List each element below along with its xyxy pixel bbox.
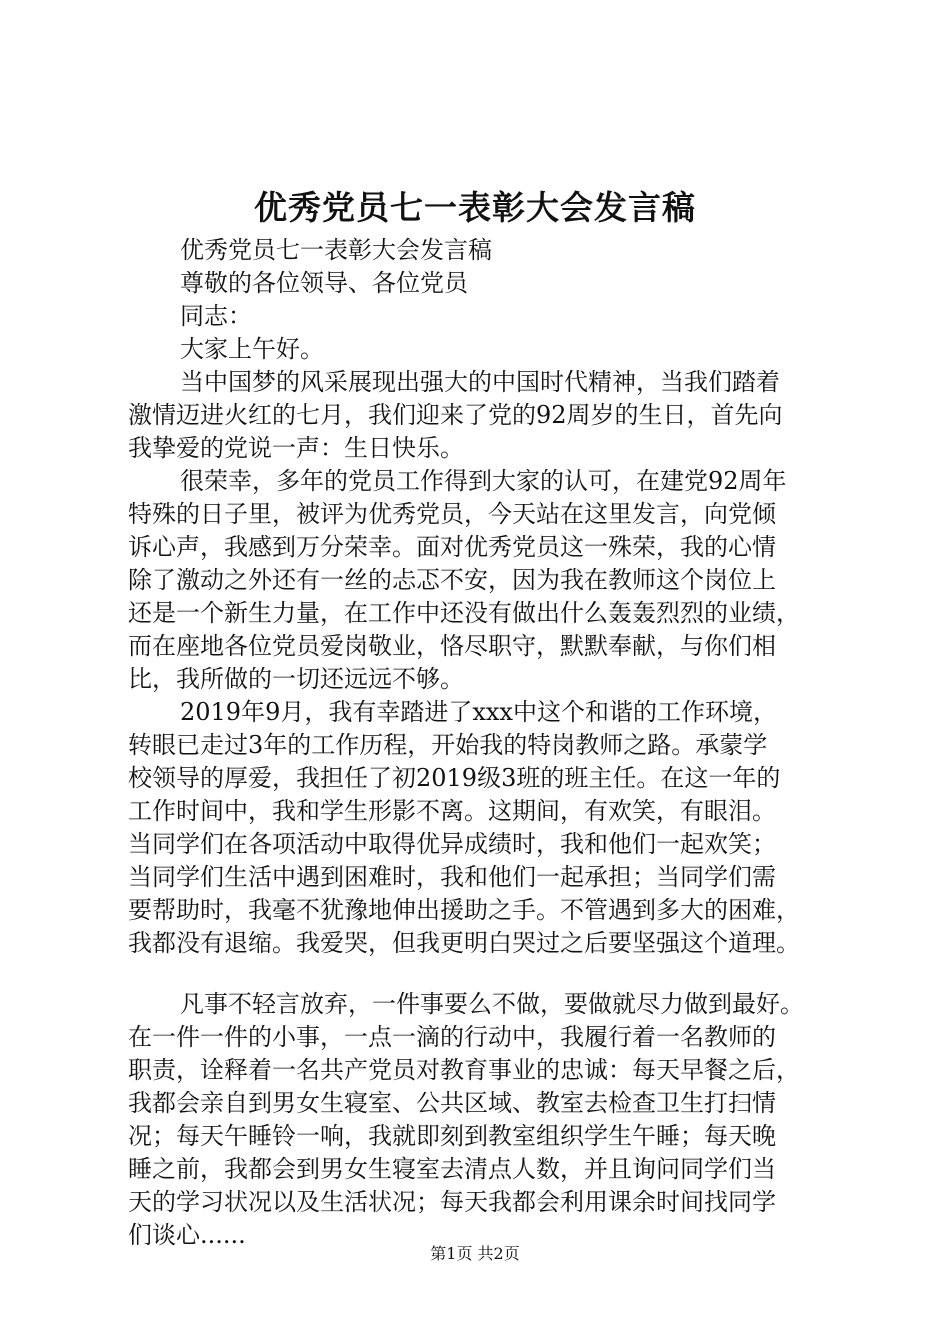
text-line: 特殊的日子里，被评为优秀党员，今天站在这里发言，向党倾 bbox=[128, 500, 776, 528]
text-line: 在一件一件的小事，一点一滴的行动中，我履行着一名教师的 bbox=[128, 1023, 776, 1051]
text-line: 转眼已走过3年的工作历程，开始我的特岗教师之路。承蒙学 bbox=[128, 731, 768, 759]
text-line: 凡事不轻言放弃，一件事要么不做，要做就尽力做到最好。 bbox=[180, 990, 804, 1018]
paragraph-gap bbox=[128, 960, 850, 988]
text-line: 同志： bbox=[180, 302, 252, 330]
text-line: 2019年9月，我有幸踏进了xxx中这个和谐的工作环境， bbox=[180, 698, 777, 726]
text-line: 我都会亲自到男女生寝室、公共区域、教室去检查卫生打扫情 bbox=[128, 1089, 776, 1117]
document-body bbox=[128, 234, 850, 1252]
text-line: 优秀党员七一表彰大会发言稿 bbox=[180, 236, 492, 264]
text-line: 诉心声，我感到万分荣幸。面对优秀党员这一殊荣，我的心情 bbox=[128, 533, 776, 561]
text-line: 尊敬的各位领导、各位党员 bbox=[180, 269, 468, 297]
text-line: 工作时间中，我和学生形影不离。这期间，有欢笑，有眼泪。 bbox=[128, 797, 776, 825]
text-line: 除了激动之外还有一丝的忐忑不安，因为我在教师这个岗位上 bbox=[128, 566, 776, 594]
text-line: 天的学习状况以及生活状况；每天我都会利用课余时间找同学 bbox=[128, 1188, 776, 1216]
text-line: 们谈心...... bbox=[128, 1221, 246, 1249]
text-line: 比，我所做的一切还远远不够。 bbox=[128, 665, 464, 693]
text-line: 当中国梦的风采展现出强大的中国时代精神，当我们踏着 bbox=[180, 368, 780, 396]
text-line: 睡之前，我都会到男女生寝室去清点人数，并且询问同学们当 bbox=[128, 1155, 776, 1183]
text-line: 要帮助时，我毫不犹豫地伸出援助之手。不管遇到多大的困难， bbox=[128, 896, 800, 924]
text-line: 当同学们在各项活动中取得优异成绩时，我和他们一起欢笑； bbox=[128, 830, 776, 858]
text-line: 还是一个新生力量，在工作中还没有做出什么轰轰烈烈的业绩， bbox=[128, 599, 800, 627]
text-line: 大家上午好。 bbox=[180, 335, 324, 363]
text-line: 校领导的厚爱，我担任了初2019级3班的班主任。在这一年的 bbox=[128, 764, 781, 792]
text-line: 激情迈进火红的七月，我们迎来了党的92周岁的生日，首先向 bbox=[128, 401, 783, 429]
page-footer: 第1页 共2页 bbox=[430, 1244, 520, 1263]
text-line: 我挚爱的党说一声：生日快乐。 bbox=[128, 434, 464, 462]
text-line: 职责，诠释着一名共产党员对教育事业的忠诚：每天早餐之后， bbox=[128, 1056, 800, 1084]
text-line: 很荣幸，多年的党员工作得到大家的认可，在建党92周年 bbox=[180, 467, 787, 495]
text-line: 况；每天午睡铃一响，我就即刻到教室组织学生午睡；每天晚 bbox=[128, 1122, 776, 1150]
text-line: 而在座地各位党员爱岗敬业，恪尽职守，默默奉献，与你们相 bbox=[128, 632, 776, 660]
document-title: 优秀党员七一表彰大会发言稿 bbox=[254, 188, 696, 227]
text-line: 我都没有退缩。我爱哭，但我更明白哭过之后要坚强这个道理。 bbox=[128, 929, 800, 957]
text-line: 当同学们生活中遇到困难时，我和他们一起承担；当同学们需 bbox=[128, 863, 776, 891]
